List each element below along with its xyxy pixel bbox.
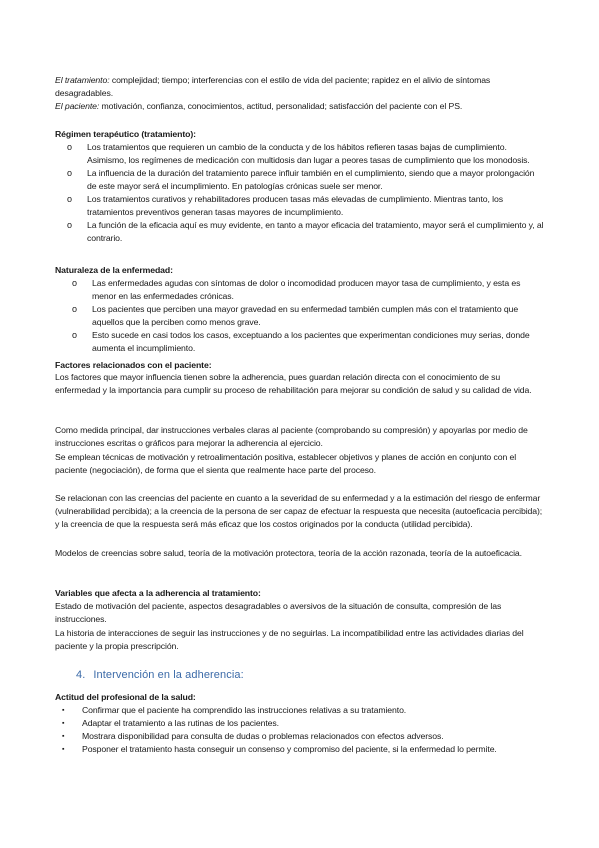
patient-factors-paragraph-3: Se emplean técnicas de motivación y retroalimentación positiva, establecer objetivos y planes de acción en conjunto con el paciente (negociación), de forma que el sienta que realmente hace parte del proceso. [55, 452, 517, 475]
patient-text: motivación, confianza, conocimientos, actitud, personalidad; satisfacción del paciente con el PS. [99, 101, 463, 111]
bullet-circle-icon: o [67, 220, 72, 230]
attitude-heading: Actitud del profesional de la salud: [55, 692, 196, 702]
attitude-list [62, 704, 545, 756]
section-number: 4. [76, 669, 86, 681]
variables-paragraph-1: Estado de motivación del paciente, aspectos desagradables o aversivos de la situación de consulta, compresión de las instrucciones. [55, 601, 502, 624]
list-item: o Los pacientes que perciben una mayor gravedad en su enfermedad también cumplen más con el tratamiento que aquellos que la perciben como menos grave. [72, 304, 519, 327]
nature-heading: Naturaleza de la enfermedad: [55, 265, 173, 275]
bullet-circle-icon: o [67, 194, 72, 204]
treatment-label: El tratamiento: [55, 75, 110, 85]
bullet-circle-icon: o [72, 330, 77, 340]
list-item: o Las enfermedades agudas con síntomas de dolor o incomodidad producen mayor tasa de cumplimiento, y esta es menor en las enfermedades crónicas. [72, 278, 521, 301]
bullet-circle-icon: o [72, 278, 77, 288]
list-item: ▪ Confirmar que el paciente ha comprendido las instrucciones relativas a su tratamiento. [62, 705, 407, 715]
patient-factors-paragraph-5: Modelos de creencias sobre salud, teoría de la motivación protectora, teoría de la acción razonada, teoría de la autoeficacia. [55, 548, 522, 558]
list-item: o La función de la eficacia aquí es muy evidente, en tanto a mayor eficacia del tratamiento, mayor será el cumplimiento y, al contrario. [67, 220, 544, 243]
bullet-square-icon: ▪ [62, 720, 65, 727]
bullet-square-icon: ▪ [62, 733, 65, 740]
regimen-heading: Régimen terapéutico (tratamiento): [55, 129, 196, 139]
patient-factors-paragraph [55, 100, 545, 113]
list-item: ▪ Posponer el tratamiento hasta conseguir un consenso y compromiso del paciente, si la enfermedad lo permite. [62, 744, 497, 754]
list-item: ▪ Adaptar el tratamiento a las rutinas de los pacientes. [62, 718, 279, 728]
bullet-circle-icon: o [72, 304, 77, 314]
variables-paragraph-2: La historia de interacciones de seguir las instrucciones y de no seguirlas. La incompatibilidad entre las actividades diarias del paciente y la propia prescripción. [55, 628, 524, 651]
list-item: o La influencia de la duración del tratamiento parece influir también en el cumplimiento, siendo que a mayor prolongación de este mayor será el incumplimiento. En patologías crónicas suele ser menor. [67, 168, 535, 191]
patient-factors-paragraph-2: Como medida principal, dar instrucciones verbales claras al paciente (comprobando su compresión) y apoyarlas por medio de instrucciones escritas o gráficos para mejorar la adherencia al ejercicio. [55, 425, 528, 448]
section-title: Intervención en la adherencia: [93, 669, 244, 681]
treatment-factors-paragraph [55, 74, 545, 100]
list-item: ▪ Mostrara disponibilidad para consulta de dudas o problemas relacionados con efectos adversos. [62, 731, 444, 741]
patient-factors-paragraph-4: Se relacionan con las creencias del paciente en cuanto a la severidad de su enfermedad y a la estimación del riesgo de enfermar (vulnerabilidad percibida); a la creencia de la persona de ser capaz de efectuar la respuesta que necesita (autoeficacia percibida); y la creencia de que la respuesta será más eficaz que los costos originados por la conducta (utilidad percibida). [55, 493, 543, 529]
bullet-circle-icon: o [67, 142, 72, 152]
section-heading [76, 669, 244, 682]
patient-factors-paragraph-1: Los factores que mayor influencia tienen sobre la adherencia, pues guardan relación directa con el conocimiento de su enfermedad y la importancia para cumplir su proceso de rehabilitación para mejorar su condición de salud y su calidad de vida. [55, 372, 532, 395]
patient-label: El paciente: [55, 101, 100, 111]
regimen-list [67, 141, 545, 245]
variables-heading: Variables que afecta a la adherencia al tratamiento: [55, 588, 261, 598]
bullet-square-icon: ▪ [62, 707, 65, 714]
bullet-circle-icon: o [67, 168, 72, 178]
nature-list [72, 277, 545, 355]
bullet-square-icon: ▪ [62, 746, 65, 753]
list-item: o Los tratamientos que requieren un cambio de la conducta y de los hábitos refieren tasas bajas de cumplimiento. Asimismo, los regímenes de medicación con multidosis dan lugar a peores tasas de cumplimiento que los monodosis. [67, 142, 530, 165]
patient-factors-heading: Factores relacionados con el paciente: [55, 360, 212, 370]
list-item: o Esto sucede en casi todos los casos, exceptuando a los pacientes que experimentan condiciones muy serias, donde aumenta el incumplimiento. [72, 330, 530, 353]
treatment-text: complejidad; tiempo; interferencias con el estilo de vida del paciente; rapidez en el alivio de síntomas desagradables. [55, 75, 491, 98]
list-item: o Los tratamientos curativos y rehabilitadores producen tasas más elevadas de cumplimiento. Mientras tanto, los tratamientos preventivos generan tasas mayores de incumplimiento. [67, 194, 503, 217]
